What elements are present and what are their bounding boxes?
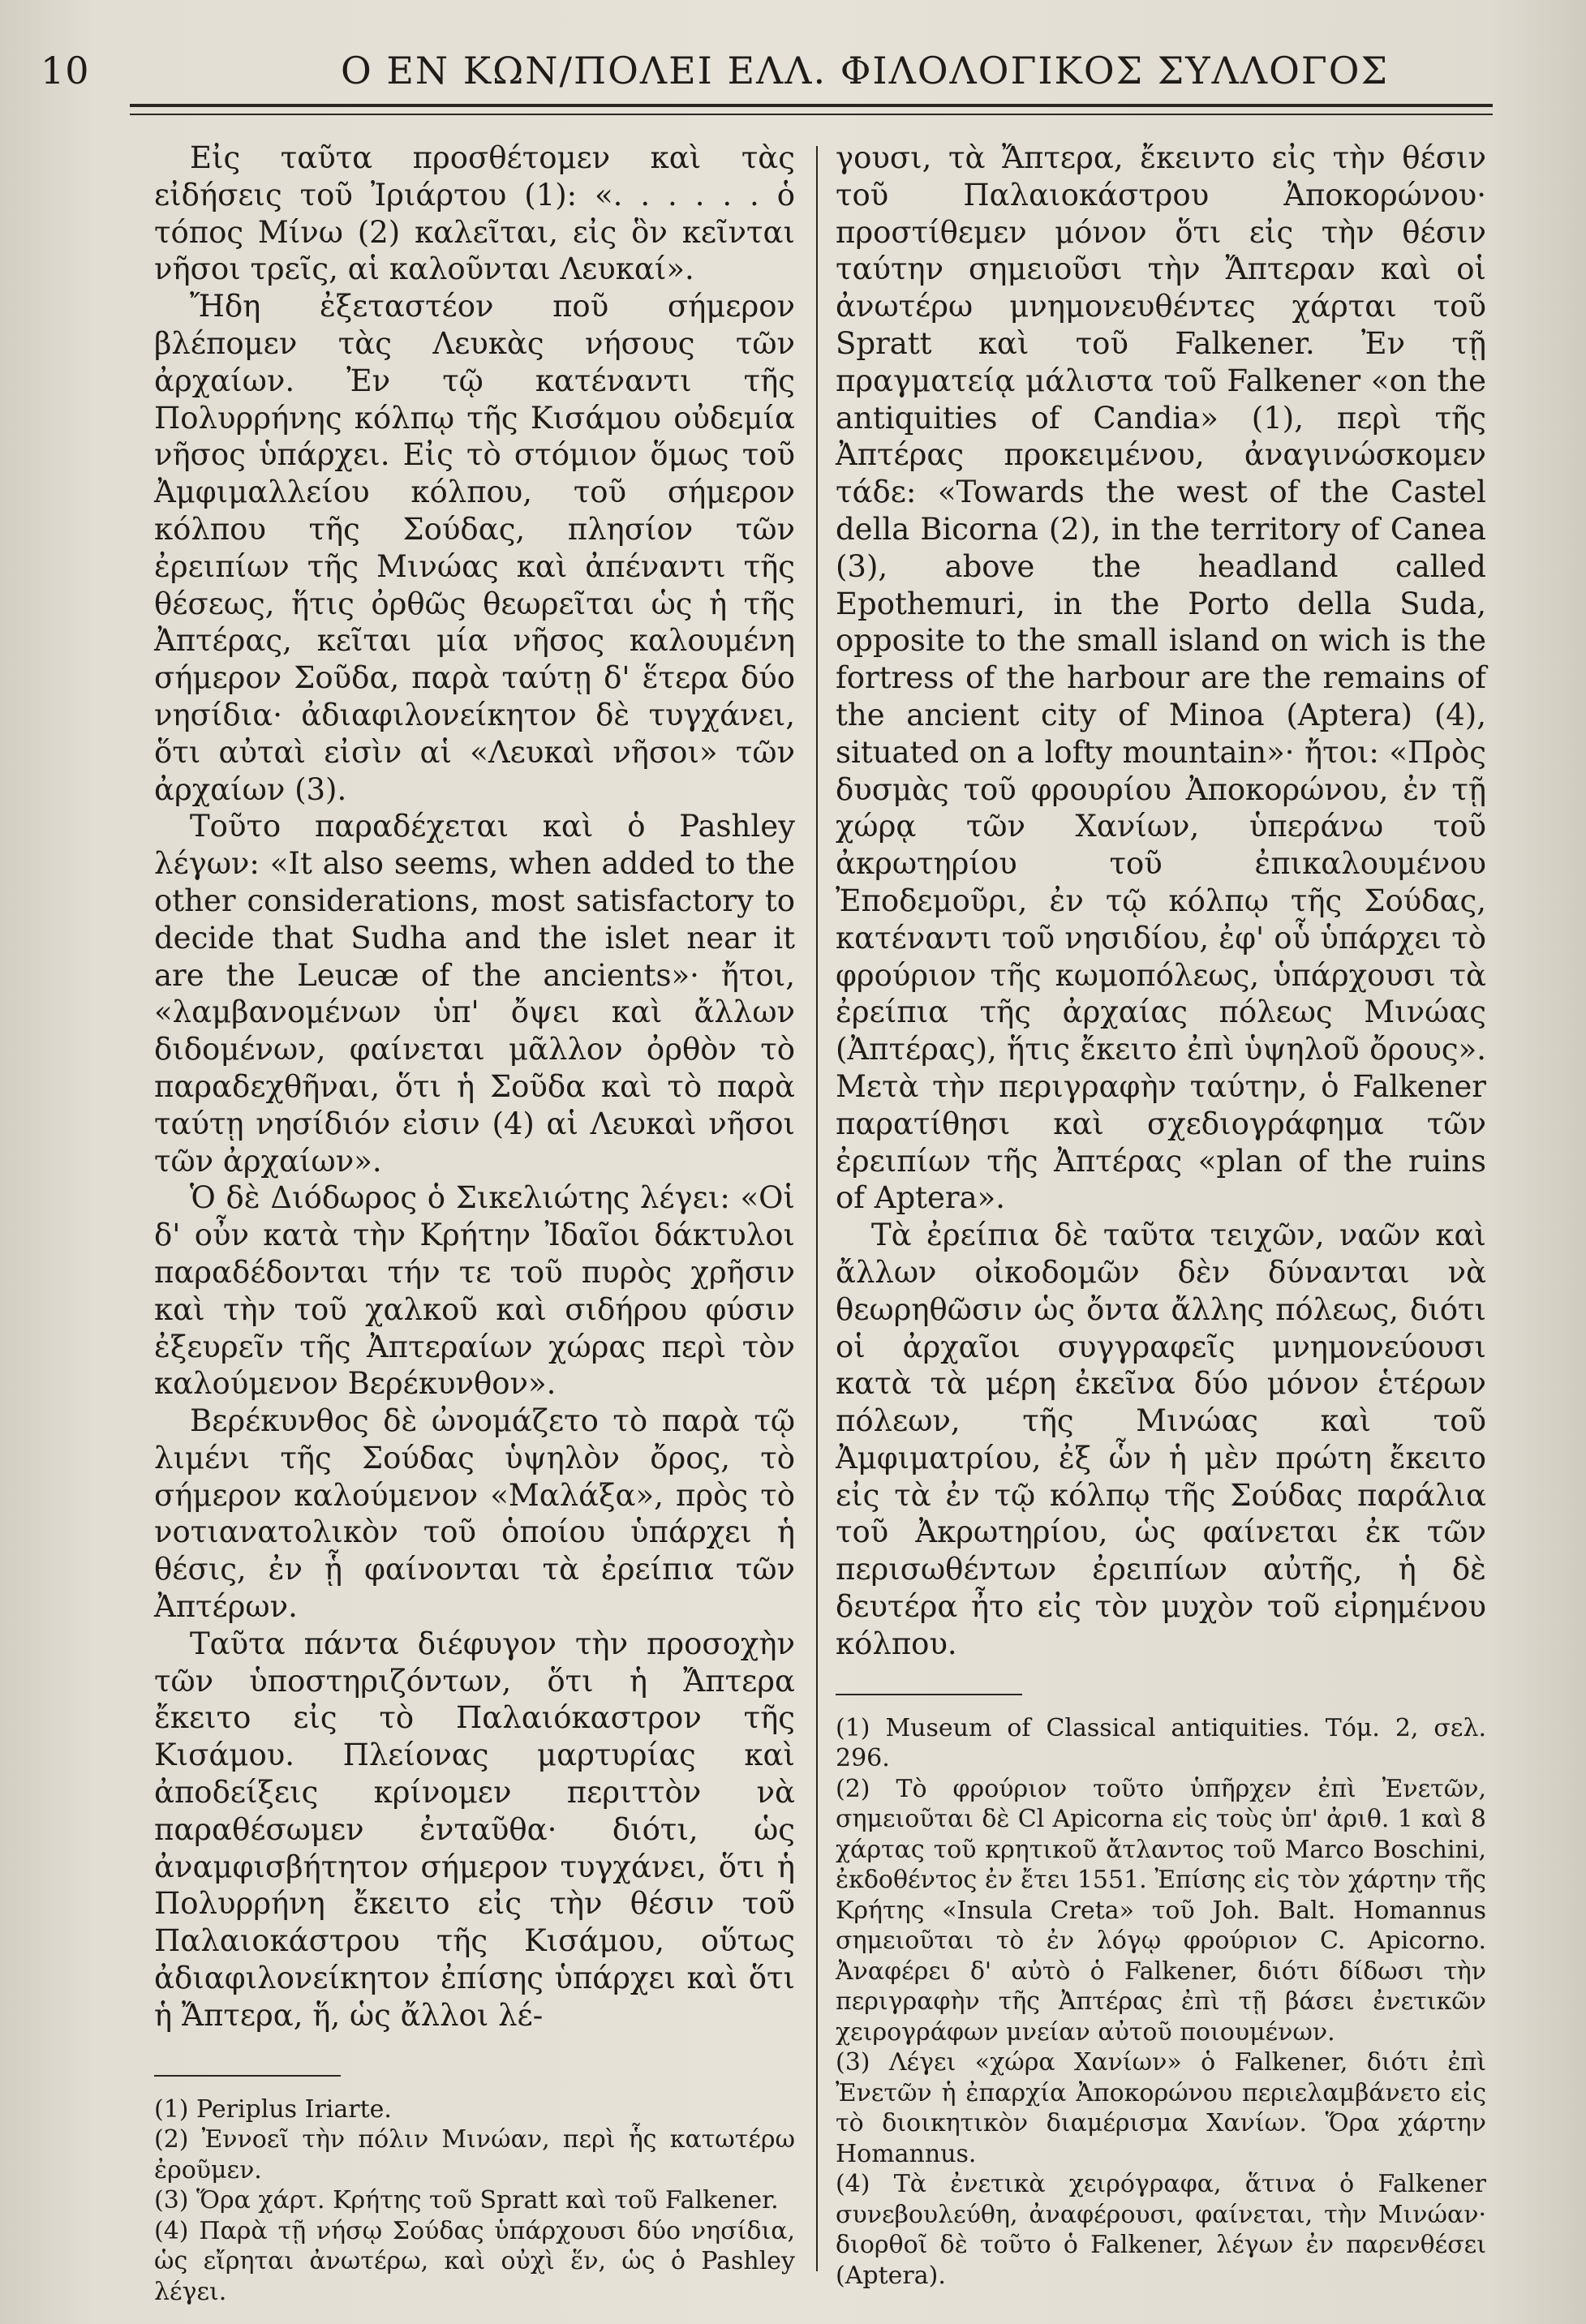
right-footnote-1: (1) Museum of Classical antiquities. Τόμ. 2, σελ. 296. — [836, 1713, 1486, 1773]
left-footnote-4: (4) Παρὰ τῇ νήσῳ Σούδας ὑπάρχουσι δύο νησίδια, ὡς εἴρηται ἀνωτέρω, καὶ οὐχὶ ἕν, ὡς ὁ Pashley λέγει. — [154, 2216, 795, 2306]
right-footnote-3: (3) Λέγει «χώρα Χανίων» ὁ Falkener, διότι ἐπὶ Ἐνετῶν ἡ ἐπαρχία Ἀποκορώνου περιελαμβάνετο εἰς τὸ διοικητικὸν διαμέρισμα Χανίων. Ὅρα χάρτην Homannus. — [836, 2048, 1486, 2168]
left-paragraph-5: Βερέκυνθος δὲ ὠνομάζετο τὸ παρὰ τῷ λιμένι τῆς Σούδας ὑψηλὸν ὄρος, τὸ σήμερον καλούμενον «Μαλάξα», πρὸς τὸ νοτιανατολικὸν τοῦ ὁποίου ὑπάρχει ἡ θέσις, ἐν ᾗ φαίνονται τὰ ἐρείπια τῶν Ἀπτέρων. — [154, 1403, 795, 1625]
page-header — [41, 42, 1468, 107]
left-column — [154, 140, 795, 2307]
left-footnote-2: (2) Ἐννοεῖ τὴν πόλιν Μινώαν, περὶ ἧς κατωτέρω ἐροῦμεν. — [154, 2125, 795, 2184]
right-footnote-4: (4) Τὰ ἐνετικὰ χειρόγραφα, ἅτινα ὁ Falkener συνεβουλεύθη, ἀναφέρουσι, φαίνεται, τὴν Μινώαν· διορθοῖ δὲ τοῦτο ὁ Falkener, λέγων ἐν παρενθέσει (Aptera). — [836, 2170, 1486, 2290]
right-footnote-rule — [836, 1694, 1022, 1695]
running-title: Ο ΕΝ ΚΩΝ/ΠΟΛΕΙ ΕΛΛ. ΦΙΛΟΛΟΓΙΚΟΣ ΣΥΛΛΟΓΟΣ — [341, 49, 1389, 92]
header-rule-thick — [130, 104, 1493, 107]
header-rule-thin — [130, 114, 1493, 115]
left-paragraph-2: Ἤδη ἐξεταστέον ποῦ σήμερον βλέπομεν τὰς Λευκὰς νήσους τῶν ἀρχαίων. Ἐν τῷ κατέναντι τῆς Πολυρρήνης κόλπῳ τῆς Κισάμου οὐδεμία νῆσος ὑπάρχει. Εἰς τὸ στόμιον ὅμως τοῦ Ἀμφιμαλλείου κόλπου, τοῦ σήμερον κόλπου τῆς Σούδας, πλησίον τῶν ἐρειπίων τῆς Μινώας καὶ ἀπέναντι τῆς θέσεως, ἥτις ὀρθῶς θεωρεῖται ὡς ἡ τῆς Ἀπτέρας, κεῖται μία νῆσος καλουμένη σήμερον Σοῦδα, παρὰ ταύτῃ δ' ἕτερα δύο νησίδια· ἀδιαφιλονείκητον δὲ τυγχάνει, ὅτι αὐταὶ εἰσὶν αἱ «Λευκαὶ νῆσοι» τῶν ἀρχαίων (3). — [154, 289, 795, 807]
left-footnote-1: (1) Periplus Iriarte. — [154, 2094, 392, 2124]
left-paragraph-6: Ταῦτα πάντα διέφυγον τὴν προσοχὴν τῶν ὑποστηριζόντων, ὅτι ἡ Ἄπτερα ἔκειτο εἰς τὸ Παλαιόκαστρον τῆς Κισάμου. Πλείονας μαρτυρίας καὶ ἀποδείξεις κρίνομεν περιττὸν νὰ παραθέσωμεν ἐνταῦθα· διότι, ὡς ἀναμφισβήτητον σήμερον τυγχάνει, ὅτι ἡ Πολυρρήνη ἔκειτο εἰς τὴν θέσιν τοῦ Παλαιοκάστρου τῆς Κισάμου, οὕτως ἀδιαφιλονείκητον ἐπίσης ὑπάρχει καὶ ὅτι ἡ Ἄπτερα, ἥ, ὡς ἄλλοι λέ- — [154, 1626, 795, 2033]
left-footnote-3: (3) Ὅρα χάρτ. Κρήτης τοῦ Spratt καὶ τοῦ Falkener. — [154, 2186, 779, 2215]
right-column — [836, 140, 1486, 2291]
right-paragraph-1: γουσι, τὰ Ἄπτερα, ἔκειντο εἰς τὴν θέσιν τοῦ Παλαιοκάστρου Ἀποκορώνου· προστίθεμεν μόνον ὅτι εἰς τὴν θέσιν ταύτην σημειοῦσι τὴν Ἄπτεραν καὶ οἱ ἀνωτέρω μνημονευθέντες χάρται τοῦ Spratt καὶ τοῦ Falkener. Ἐν τῇ πραγματείᾳ μάλιστα τοῦ Falkener «on the antiquities of Candia» (1), περὶ τῆς Ἀπτέρας προκειμένου, ἀναγινώσκομεν τάδε: «Towards the west of the Castel della Bicorna (2), in the territory of Canea (3), above the headland called Epothemuri, in the Porto della Suda, opposite to the small island on wich is the fortress of the harbour are the remains of the ancient city of Minoa (Aptera) (4), situated on a lofty mountain»· ἤτοι: «Πρὸς δυσμὰς τοῦ φρουρίου Ἀποκορώνου, ἐν τῇ χώρᾳ τῶν Χανίων, ὑπεράνω τοῦ ἀκρωτηρίου τοῦ ἐπικαλουμένου Ἐποδεμοῦρι, ἐν τῷ κόλπῳ τῆς Σούδας, κατέναντι τοῦ νησιδίου, ἐφ' οὗ ὑπάρχει τὸ φρούριον τῆς κωμοπόλεως, ὑπάρχουσι τὰ ἐρείπια τῆς ἀρχαίας πόλεως Μινώας (Ἀπτέρας), ἥτις ἔκειτο ἐπὶ ὑψηλοῦ ὄρους». Μετὰ τὴν περιγραφὴν ταύτην, ὁ Falkener παρατίθησι καὶ σχεδιογράφημα τῶν ἐρειπίων τῆς Ἀπτέρας «plan of the ruins of Aptera». — [836, 140, 1486, 1216]
right-paragraph-2: Τὰ ἐρείπια δὲ ταῦτα τειχῶν, ναῶν καὶ ἄλλων οἰκοδομῶν δὲν δύνανται νὰ θεωρηθῶσιν ὡς ὄντα ἄλλης πόλεως, διότι οἱ ἀρχαῖοι συγγραφεῖς μνημονεύουσι κατὰ τὰ μέρη ἐκεῖνα δύο μόνον ἑτέρων πόλεων, τῆς Μινώας καὶ τοῦ Ἀμφιματρίου, ἐξ ὧν ἡ μὲν πρώτη ἔκειτο εἰς τὰ ἐν τῷ κόλπῳ τῆς Σούδας παράλια τοῦ Ἀκρωτηρίου, ὡς φαίνεται ἐκ τῶν περισωθέντων ἐρειπίων αὐτῆς, ἡ δὲ δευτέρα ἦτο εἰς τὸν μυχὸν τοῦ εἰρημένου κόλπου. — [836, 1218, 1486, 1661]
page-number: 10 — [41, 49, 90, 92]
left-paragraph-3: Τοῦτο παραδέχεται καὶ ὁ Pashley λέγων: «It also seems, when added to the other considerations, most satisfactory to decide that Sudha and the islet near it are the Leucæ of the ancients»· ἤτοι, «λαμβανομένων ὑπ' ὄψει καὶ ἄλλων διδομένων, φαίνεται μᾶλλον ὀρθὸν τὸ παραδεχθῆναι, ὅτι ἡ Σοῦδα καὶ τὸ παρὰ ταύτῃ νησίδιόν εἰσιν (4) αἱ Λευκαὶ νῆσοι τῶν ἀρχαίων». — [154, 809, 795, 1179]
left-footnote-rule — [154, 2075, 341, 2077]
left-paragraph-4: Ὁ δὲ Διόδωρος ὁ Σικελιώτης λέγει: «Οἱ δ' οὖν κατὰ τὴν Κρήτην Ἰδαῖοι δάκτυλοι παραδέδονται τήν τε τοῦ πυρὸς χρῆσιν καὶ τὴν τοῦ χαλκοῦ καὶ σιδήρου φύσιν ἐξευρεῖν τῆς Ἀπτεραίων χώρας περὶ τὸν καλούμενον Βερέκυνθον». — [154, 1180, 795, 1402]
left-paragraph-1: Εἰς ταῦτα προσθέτομεν καὶ τὰς εἰδήσεις τοῦ Ἰριάρτου (1): «. . . . . . ὁ τόπος Μίνω (2) καλεῖται, εἰς ὃν κεῖνται νῆσοι τρεῖς, αἱ καλοῦνται Λευκαί». — [154, 140, 795, 287]
column-divider — [816, 146, 818, 2271]
right-footnote-2: (2) Τὸ φρούριον τοῦτο ὑπῆρχεν ἐπὶ Ἐνετῶν, σημειοῦται δὲ Cl Apicorna εἰς τοὺς ὑπ' ἀριθ. 1 καὶ 8 χάρτας τοῦ κρητικοῦ ἄτλαντος τοῦ Marco Boschini, ἐκδοθέντος ἐν ἔτει 1551. Ἐπίσης εἰς τὸν χάρτην τῆς Κρήτης «Insula Creta» τοῦ Joh. Balt. Homannus σημειοῦται τὸ ἐν λόγῳ φρούριον C. Apicorno. Ἀναφέρει δ' αὐτὸ ὁ Falkener, διότι δίδωσι τὴν περιγραφὴν τῆς Ἀπτέρας ἐπὶ τῇ βάσει ἐνετικῶν χειρογράφων μνείαν αὐτοῦ ποιουμένων. — [836, 1774, 1486, 2047]
